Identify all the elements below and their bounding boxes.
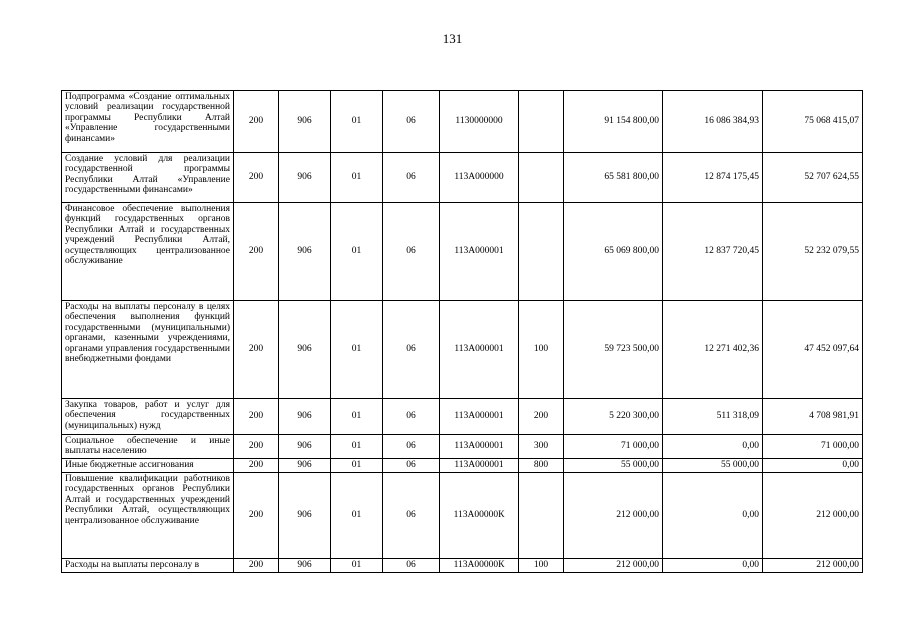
row-subsection: 06 <box>383 473 440 559</box>
row-value-remaining: 52 707 624,55 <box>763 153 863 203</box>
table-row <box>62 435 863 459</box>
row-value-planned: 71 000,00 <box>564 435 663 459</box>
row-value-planned: 5 220 300,00 <box>564 399 663 435</box>
table-row <box>62 301 863 399</box>
row-value-planned: 91 154 800,00 <box>564 91 663 153</box>
table-row <box>62 91 863 153</box>
row-expense-type <box>519 473 564 559</box>
row-subsection: 06 <box>383 91 440 153</box>
row-target-article: 113А00000К <box>440 473 519 559</box>
row-target-article: 113А000001 <box>440 399 519 435</box>
row-expense-type <box>519 203 564 301</box>
table-row <box>62 473 863 559</box>
row-code-200: 200 <box>234 559 279 573</box>
row-value-remaining: 0,00 <box>763 459 863 473</box>
row-ministry-code: 906 <box>279 153 331 203</box>
row-name: Создание условий для реализации государственной программы Республики Алтай «Управление государственными финансами» <box>62 153 234 203</box>
page-number: 131 <box>442 31 463 46</box>
table-row <box>62 399 863 435</box>
row-section: 01 <box>331 473 383 559</box>
row-value-planned: 59 723 500,00 <box>564 301 663 399</box>
row-name: Закупка товаров, работ и услуг для обеспечения государственных (муниципальных) нужд <box>62 399 234 435</box>
row-code-200: 200 <box>234 301 279 399</box>
row-target-article: 113А000001 <box>440 203 519 301</box>
row-name: Расходы на выплаты персоналу в <box>62 559 234 573</box>
row-value-planned: 55 000,00 <box>564 459 663 473</box>
row-code-200: 200 <box>234 203 279 301</box>
row-expense-type: 300 <box>519 435 564 459</box>
row-section: 01 <box>331 559 383 573</box>
row-subsection: 06 <box>383 459 440 473</box>
row-code-200: 200 <box>234 91 279 153</box>
row-value-remaining: 47 452 097,64 <box>763 301 863 399</box>
table-row <box>62 459 863 473</box>
row-expense-type: 800 <box>519 459 564 473</box>
row-value-executed: 0,00 <box>663 559 763 573</box>
table-row <box>62 559 863 573</box>
row-subsection: 06 <box>383 559 440 573</box>
row-target-article: 113А000001 <box>440 459 519 473</box>
row-code-200: 200 <box>234 399 279 435</box>
row-subsection: 06 <box>383 203 440 301</box>
row-expense-type <box>519 153 564 203</box>
row-value-remaining: 52 232 079,55 <box>763 203 863 301</box>
row-ministry-code: 906 <box>279 459 331 473</box>
row-section: 01 <box>331 459 383 473</box>
row-value-planned: 65 581 800,00 <box>564 153 663 203</box>
row-name: Расходы на выплаты персоналу в целях обеспечения выполнения функций государственными (муниципальными) органами, казенными учреждениями, органами управления государственными внебюджетными фондами <box>62 301 234 399</box>
row-value-executed: 12 874 175,45 <box>663 153 763 203</box>
table-row <box>62 153 863 203</box>
row-expense-type <box>519 91 564 153</box>
row-expense-type: 100 <box>519 559 564 573</box>
row-value-remaining: 75 068 415,07 <box>763 91 863 153</box>
row-name: Иные бюджетные ассигнования <box>62 459 234 473</box>
row-value-remaining: 71 000,00 <box>763 435 863 459</box>
row-section: 01 <box>331 301 383 399</box>
row-subsection: 06 <box>383 153 440 203</box>
row-code-200: 200 <box>234 153 279 203</box>
row-ministry-code: 906 <box>279 559 331 573</box>
row-subsection: 06 <box>383 301 440 399</box>
row-value-remaining: 212 000,00 <box>763 473 863 559</box>
row-value-planned: 212 000,00 <box>564 559 663 573</box>
row-value-executed: 16 086 384,93 <box>663 91 763 153</box>
row-subsection: 06 <box>383 399 440 435</box>
row-ministry-code: 906 <box>279 473 331 559</box>
row-target-article: 113А000001 <box>440 435 519 459</box>
row-name: Финансовое обеспечение выполнения функций государственных органов Республики Алтай и государственных учреждений Республики Алтай, осуществляющих централизованное обслуживание <box>62 203 234 301</box>
row-value-planned: 65 069 800,00 <box>564 203 663 301</box>
row-ministry-code: 906 <box>279 399 331 435</box>
row-code-200: 200 <box>234 435 279 459</box>
row-value-executed: 12 271 402,36 <box>663 301 763 399</box>
row-name: Подпрограмма «Создание оптимальных условий реализации государственной программы Республики Алтай «Управление государственными финансами» <box>62 91 234 153</box>
row-ministry-code: 906 <box>279 91 331 153</box>
row-value-planned: 212 000,00 <box>564 473 663 559</box>
row-section: 01 <box>331 203 383 301</box>
row-target-article: 113А000001 <box>440 301 519 399</box>
row-target-article: 1130000000 <box>440 91 519 153</box>
row-value-remaining: 4 708 981,91 <box>763 399 863 435</box>
row-value-executed: 511 318,09 <box>663 399 763 435</box>
row-ministry-code: 906 <box>279 435 331 459</box>
row-ministry-code: 906 <box>279 203 331 301</box>
row-target-article: 113А00000К <box>440 559 519 573</box>
row-section: 01 <box>331 91 383 153</box>
row-value-remaining: 212 000,00 <box>763 559 863 573</box>
row-value-executed: 12 837 720,45 <box>663 203 763 301</box>
row-name: Социальное обеспечение и иные выплаты населению <box>62 435 234 459</box>
row-value-executed: 0,00 <box>663 473 763 559</box>
row-target-article: 113А000000 <box>440 153 519 203</box>
row-ministry-code: 906 <box>279 301 331 399</box>
row-value-executed: 0,00 <box>663 435 763 459</box>
row-value-executed: 55 000,00 <box>663 459 763 473</box>
table-row <box>62 203 863 301</box>
row-name: Повышение квалификации работников государственных органов Республики Алтай и государственных учреждений Республики Алтай, осуществляющих централизованное обслуживание <box>62 473 234 559</box>
row-section: 01 <box>331 153 383 203</box>
row-code-200: 200 <box>234 459 279 473</box>
row-section: 01 <box>331 435 383 459</box>
row-code-200: 200 <box>234 473 279 559</box>
row-subsection: 06 <box>383 435 440 459</box>
budget-table <box>61 90 863 573</box>
row-expense-type: 200 <box>519 399 564 435</box>
row-section: 01 <box>331 399 383 435</box>
row-expense-type: 100 <box>519 301 564 399</box>
